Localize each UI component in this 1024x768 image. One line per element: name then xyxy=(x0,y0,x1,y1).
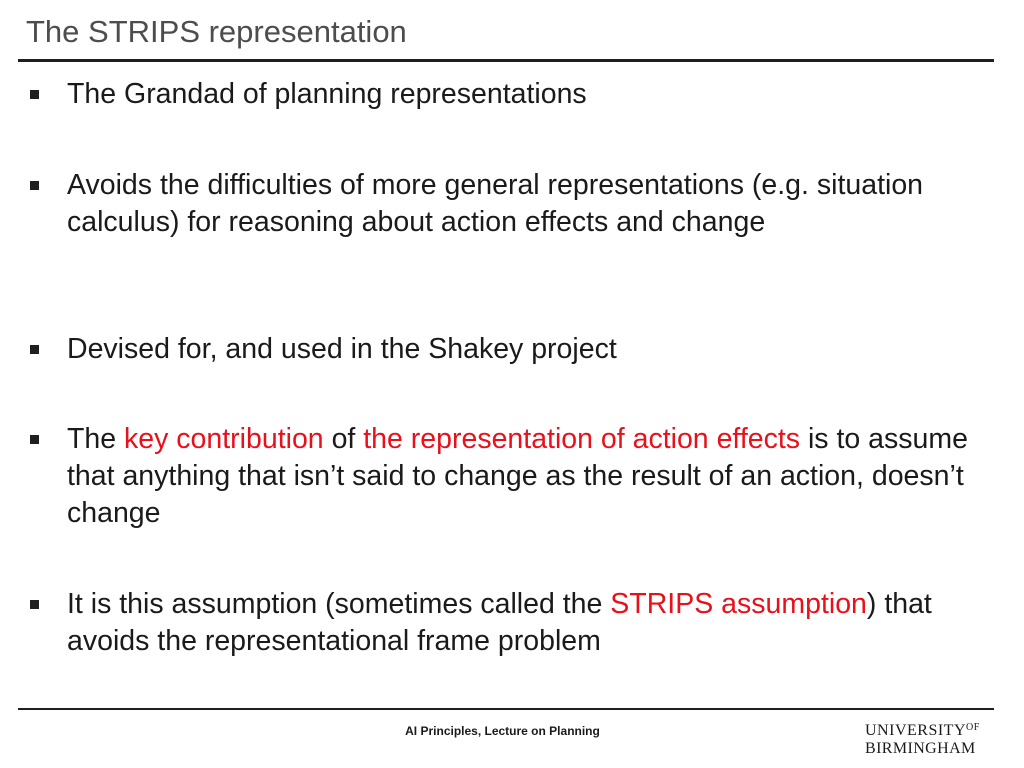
bullet-text-part: is to assume that anything that isn’t said to change as the result of an action, doesn’t change xyxy=(67,423,968,529)
square-bullet-icon xyxy=(30,435,39,444)
square-bullet-icon xyxy=(30,345,39,354)
logo-of-text: OF xyxy=(966,722,980,733)
bullet-text: Avoids the difficulties of more general representations (e.g. situation calculus) for reasoning about action effects and change xyxy=(67,169,924,238)
footer-divider xyxy=(18,708,994,710)
logo-line-1 xyxy=(865,719,995,740)
logo-university-text: UNIVERSITY xyxy=(865,722,966,739)
highlighted-term: the representation of action effects xyxy=(363,423,801,455)
slide-title: The STRIPS representation xyxy=(26,14,407,49)
bullet-text-part: It is this assumption (sometimes called the xyxy=(67,588,611,620)
square-bullet-icon xyxy=(30,90,39,99)
bullet-text: The Grandad of planning representations xyxy=(67,78,587,110)
bullet-text-part: ) that avoids the representational frame problem xyxy=(67,588,932,657)
highlighted-term: key contribution xyxy=(124,423,324,455)
highlighted-term: STRIPS assumption xyxy=(610,588,867,620)
title-divider xyxy=(18,59,994,62)
university-logo xyxy=(865,719,995,758)
bullet-item xyxy=(30,586,990,660)
bullet-item xyxy=(30,76,990,113)
bullet-text-part: The xyxy=(67,423,125,455)
square-bullet-icon xyxy=(30,181,39,190)
bullet-item xyxy=(30,421,990,532)
square-bullet-icon xyxy=(30,600,39,609)
logo-line-2: BIRMINGHAM xyxy=(865,740,976,757)
bullet-text: Devised for, and used in the Shakey project xyxy=(67,333,617,365)
bullet-item xyxy=(30,331,990,368)
bullet-text-part: of xyxy=(323,423,364,455)
bullet-item xyxy=(30,167,990,241)
footer-caption: AI Principles, Lecture on Planning xyxy=(405,724,600,738)
